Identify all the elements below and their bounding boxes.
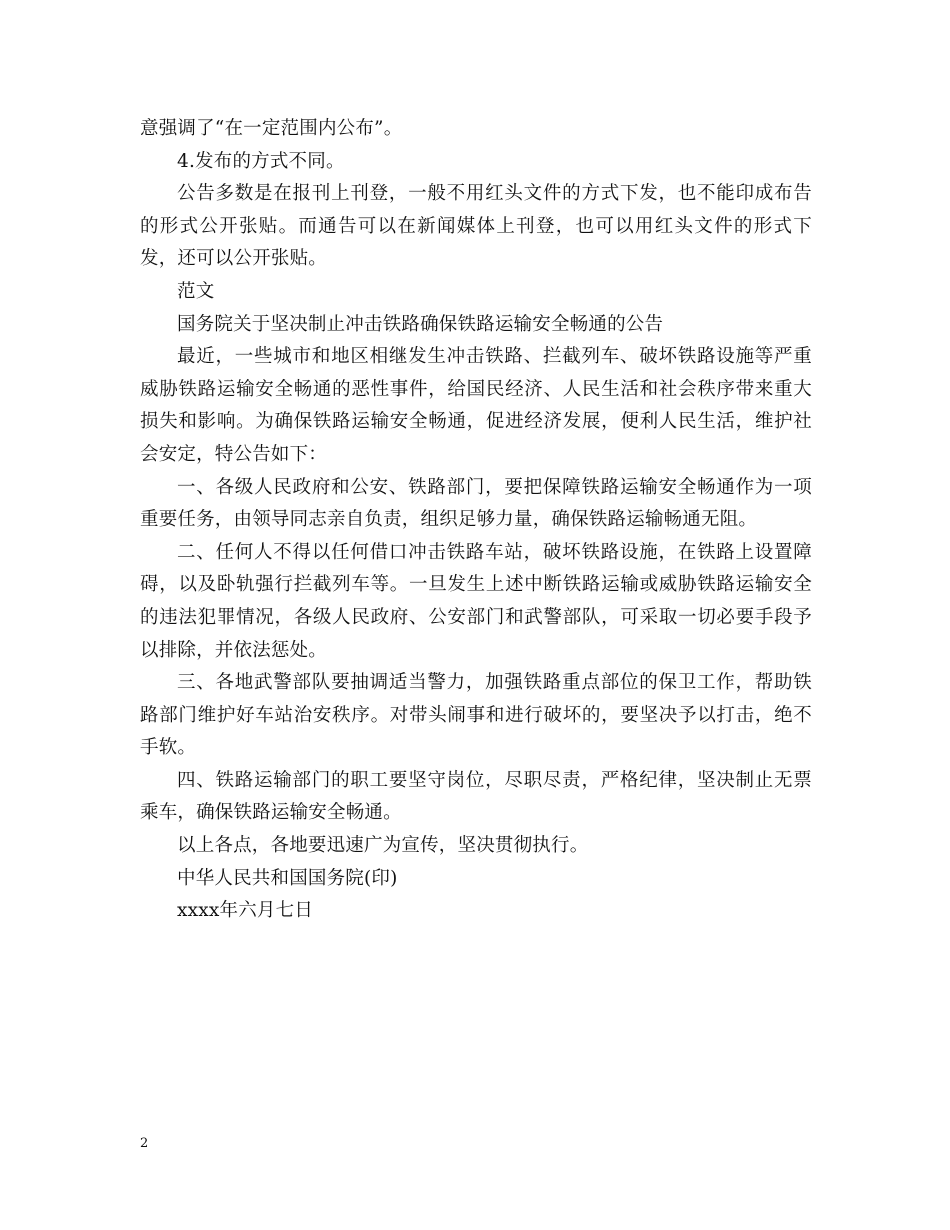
paragraph-continuation: 意强调了“在一定范围内公布”。 [140, 118, 403, 139]
sample-item-4: 四、铁路运输部门的职工要坚守岗位，尽职尽责，严格纪律，坚决制止无票乘车，确保铁路运输安全畅通。 [140, 769, 812, 824]
sample-title: 国务院关于坚决制止冲击铁路确保铁路运输安全畅通的公告 [177, 313, 664, 335]
paragraph-point-4: 4.发布的方式不同。 [177, 150, 345, 172]
page-number: 2 [140, 1136, 149, 1151]
sample-signature: 中华人民共和国国务院(印) [177, 867, 398, 889]
sample-item-1: 一、各级人民政府和公安、铁路部门，要把保障铁路运输安全畅通作为一项重要任务，由领导同志亲自负责，组织足够力量，确保铁路运输畅通无阻。 [140, 476, 812, 531]
sample-item-2: 二、任何人不得以任何借口冲击铁路车站，破坏铁路设施，在铁路上设置障碍，以及卧轨强行拦截列车等。一旦发生上述中断铁路运输或威胁铁路运输安全的违法犯罪情况，各级人民政府、公安部门和武警部队，可采取一切必要手段予以排除，并依法惩处。 [140, 541, 812, 661]
sample-date: xxxx年六月七日 [177, 900, 314, 922]
sample-item-3: 三、各地武警部队要抽调适当警力，加强铁路重点部位的保卫工作，帮助铁路部门维护好车站治安秩序。对带头闹事和进行破坏的，要坚决予以打击，绝不手软。 [140, 672, 812, 759]
sample-heading: 范文 [177, 280, 215, 302]
sample-closing: 以上各点，各地要迅速广为宣传，坚决贯彻执行。 [177, 835, 589, 857]
paragraph-announcement-method: 公告多数是在报刊上刊登，一般不用红头文件的方式下发，也不能印成布告的形式公开张贴。而通告可以在新闻媒体上刊登，也可以用红头文件的形式下发，还可以公开张贴。 [140, 183, 812, 270]
sample-intro: 最近，一些城市和地区相继发生冲击铁路、拦截列车、破坏铁路设施等严重威胁铁路运输安全畅通的恶性事件，给国民经济、人民生活和社会秩序带来重大损失和影响。为确保铁路运输安全畅通，促进经济发展，便利人民生活，维护社会安定，特公告如下： [140, 346, 812, 465]
document-body [140, 113, 812, 928]
